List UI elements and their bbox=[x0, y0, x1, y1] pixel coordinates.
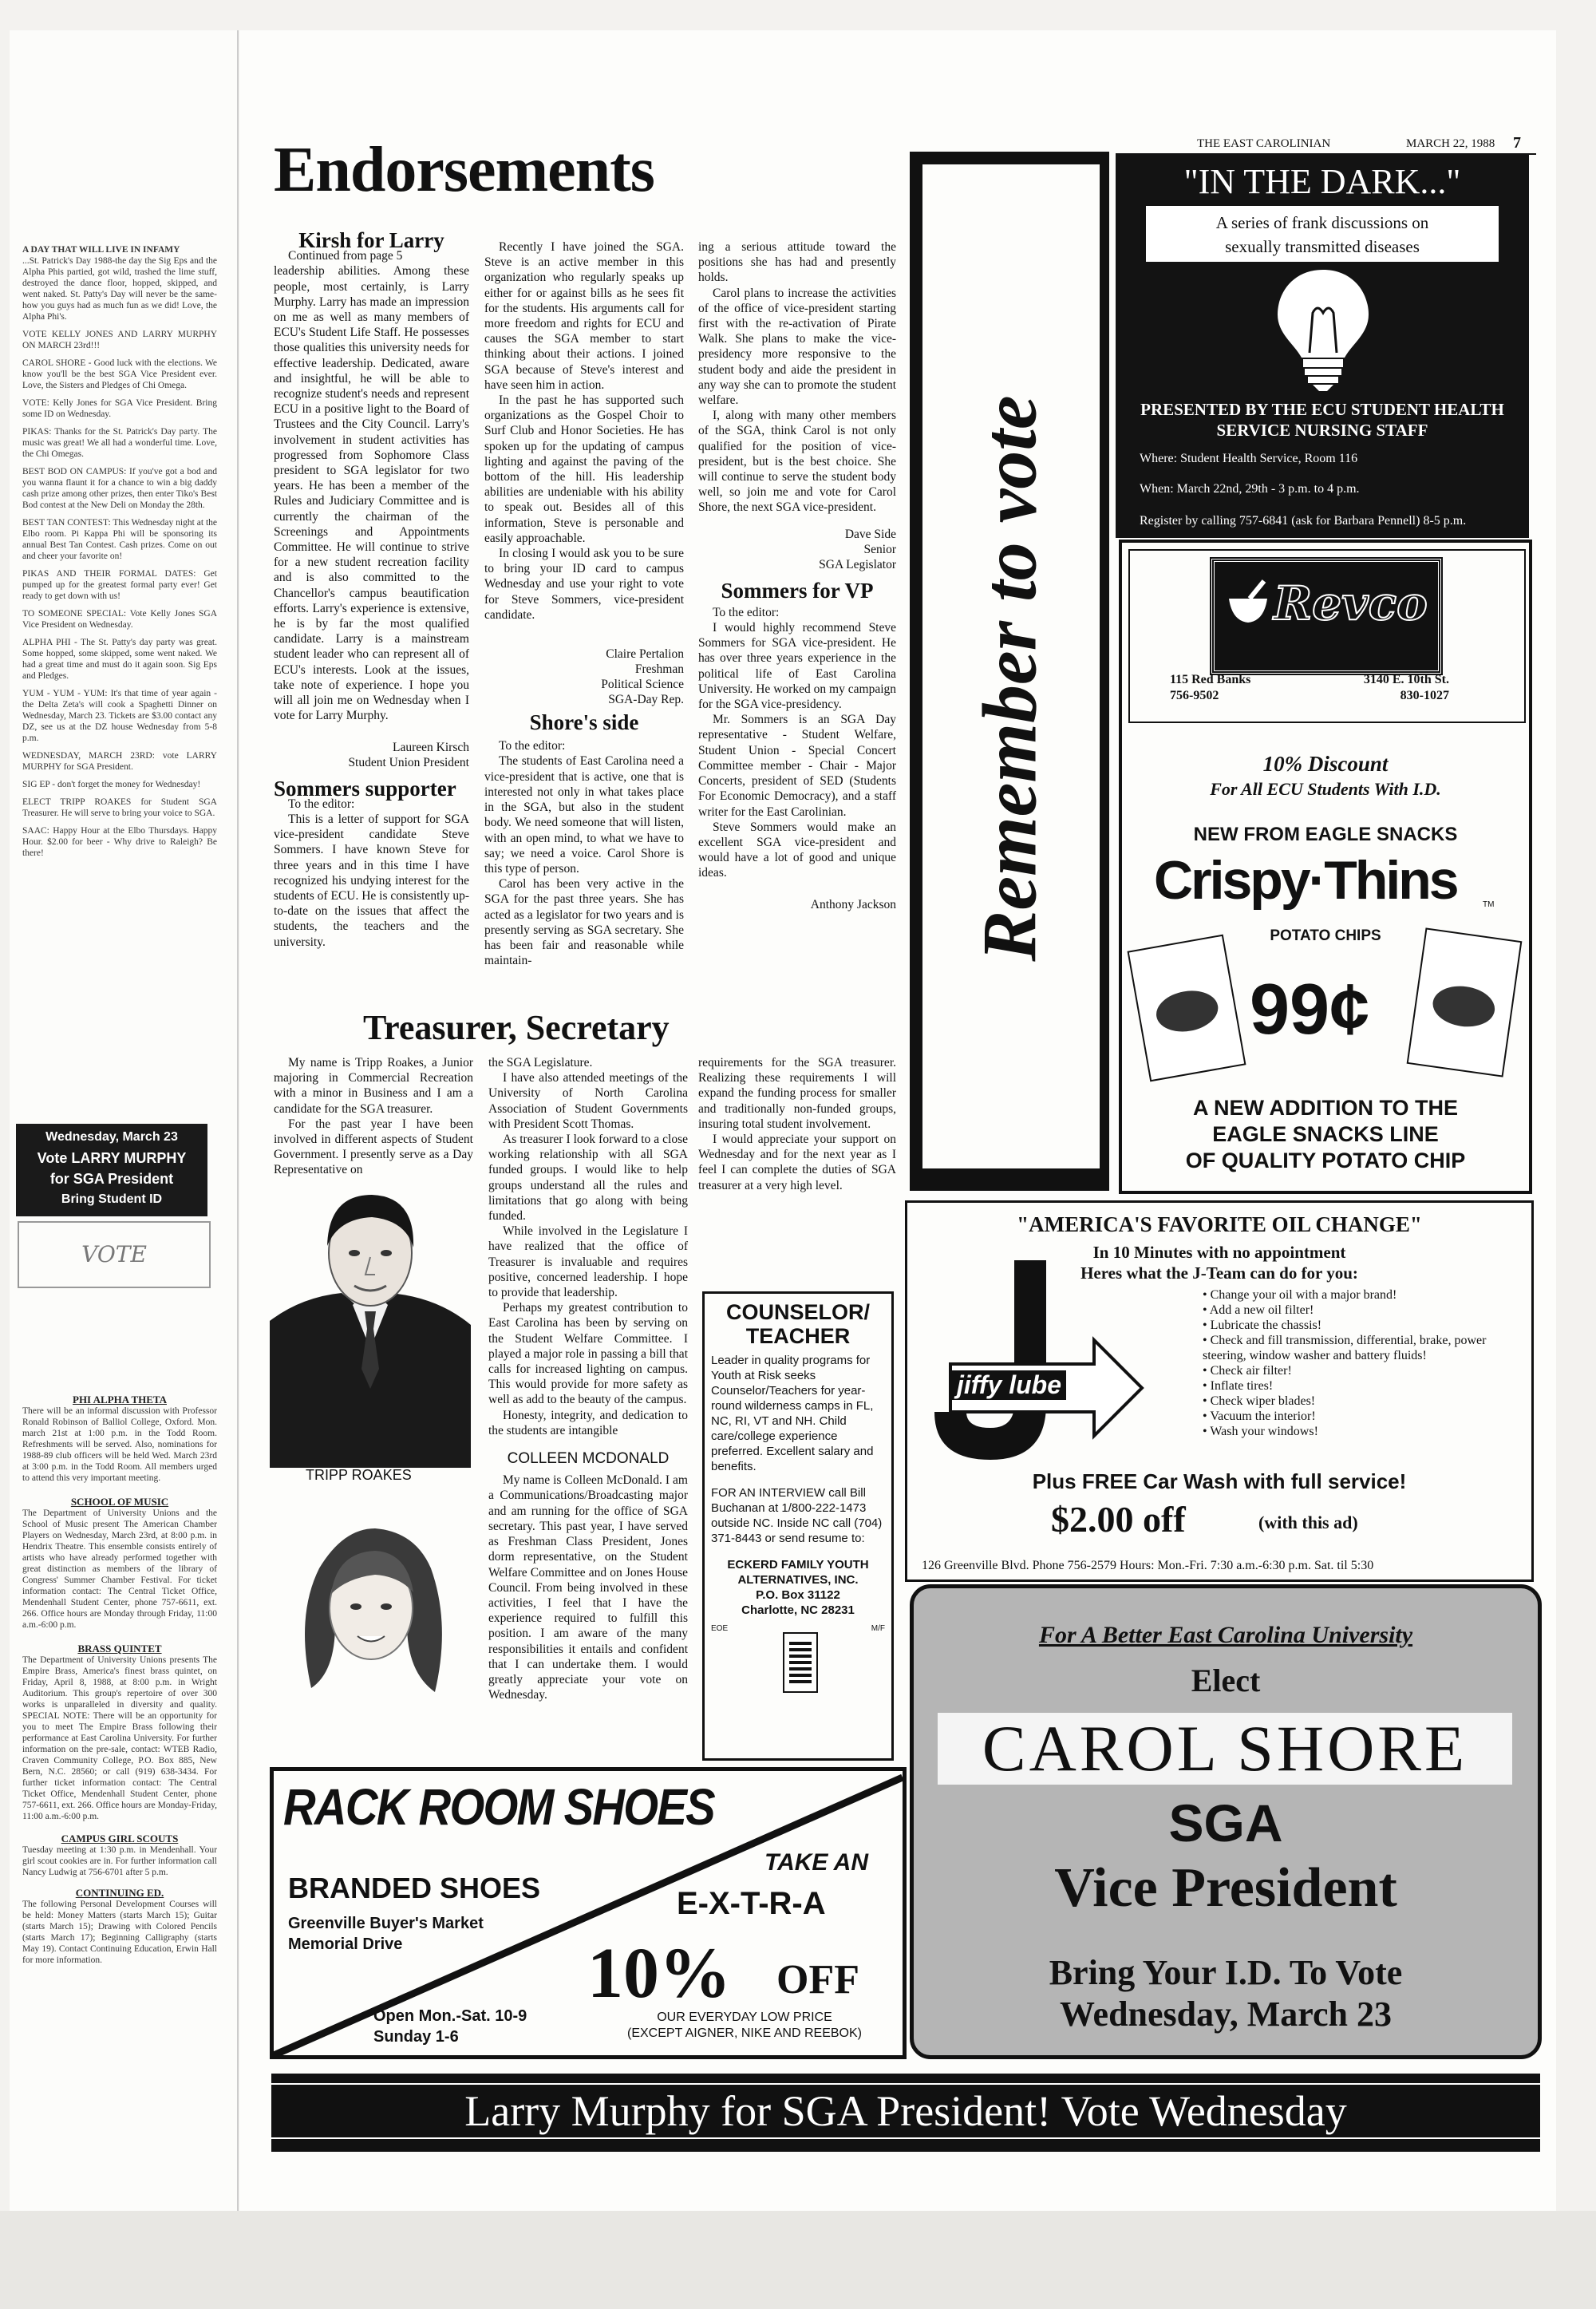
letter-paragraph: Mr. Sommers is an SGA Day representative - Student Welfare, Student Union - Special Concert Committee member - Chair - Major Concerts, president of SED (Students For Economic Democracy), and a staff writer for the East Carolinian. bbox=[698, 713, 896, 819]
announcement-heading: CONTINUING ED. bbox=[75, 1887, 164, 1899]
off-label: OFF bbox=[776, 1957, 859, 2003]
letter-continued: Continued from page 5 bbox=[288, 249, 403, 263]
bring-line: Bring Your I.D. To Vote bbox=[1049, 1953, 1403, 1992]
statement-paragraph: My name is Tripp Roakes, a Junior majoring in Commercial Recreation with a minor in Business and I am a candidate for the SGA treasurer. bbox=[274, 1056, 473, 1116]
announcement-text: YUM - YUM - YUM: It's that time of year again - the Delta Zeta's will cook a Spaghetti Dinner on Wednesday, March 23. Tickets are $3.00 contact any DZ, see us at the DZ house Wednesday from 5-8 p.m. bbox=[22, 689, 217, 743]
letter-signature: Anthony Jackson bbox=[810, 897, 896, 911]
jiffy-lube-wordmark: jiffy lube bbox=[952, 1370, 1066, 1400]
paper-name: THE EAST CAROLINIAN bbox=[1197, 137, 1331, 150]
roakes-statement-end bbox=[698, 1055, 896, 1193]
colleen-mcdonald-photo bbox=[287, 1520, 455, 1704]
counselor-teacher-ad bbox=[702, 1291, 894, 1761]
ad-body: Leader in quality programs for Youth at Risk seeks Counselor/Teachers for year-round wilderness camps in FL, NC, RI, VT and NH. Child care/college experience preferred. Excellent salary and benefits. bbox=[711, 1354, 874, 1473]
service-item: • Lubricate the chassis! bbox=[1203, 1318, 1522, 1333]
left-announcements-bottom bbox=[22, 1394, 217, 1966]
revco-discount-sub: For All ECU Students With I.D. bbox=[1210, 779, 1441, 799]
letter-signature: Dave Side bbox=[844, 527, 896, 541]
box-line: Vote LARRY MURPHY bbox=[37, 1150, 187, 1166]
statement-paragraph: As treasurer I look forward to a close working relationship with all SGA funded groups. I would like to help groups understand all the rules and limitations that go along with being funded. bbox=[488, 1133, 688, 1224]
chip-bag-right-icon bbox=[1407, 927, 1523, 1077]
letter-paragraph: ing a serious attitude toward the positions she has had and presently holds. bbox=[698, 240, 896, 285]
sga-label: SGA bbox=[1168, 1793, 1283, 1852]
candidate-name: CAROL SHORE bbox=[938, 1713, 1512, 1785]
announcement-text: ELECT TRIPP ROAKES for Student SGA Treasurer. He will serve to bring your voice to SGA. bbox=[22, 797, 217, 818]
rack-room-shoes-ad bbox=[270, 1767, 907, 2059]
address-line: 3140 E. 10th St. bbox=[1363, 673, 1449, 686]
ad-subtitle: sexually transmitted diseases bbox=[1225, 237, 1420, 256]
letter-headline: Sommers for VP bbox=[721, 578, 874, 603]
letter-signature-title: Freshman bbox=[634, 662, 684, 677]
revco-ad bbox=[1119, 540, 1532, 1194]
statement-paragraph: Perhaps my greatest contribution to East Carolina has been by serving on the Student Welfare Committee. I played a major role in passing a bill that calls for increased lighting on campus. This would provide for more safety as well as add to the beauty of the campus. bbox=[488, 1301, 688, 1407]
announcement-text: ALPHA PHI - The St. Patty's day party was great. Some hopped, some skipped, some went naked. We had a great time and must do it again soon. Sig Eps and Pledges. bbox=[22, 638, 217, 681]
ad-subtitle: In 10 Minutes with no appointment bbox=[1092, 1243, 1346, 1262]
eagle-snacks-line: NEW FROM EAGLE SNACKS bbox=[1193, 824, 1458, 845]
product-sub: POTATO CHIPS bbox=[1270, 927, 1381, 944]
announcement-heading: CAMPUS GIRL SCOUTS bbox=[61, 1833, 179, 1844]
ad-where: Where: Student Health Service, Room 116 bbox=[1140, 452, 1358, 465]
tripp-roakes-photo bbox=[270, 1177, 471, 1468]
tagline-line: EAGLE SNACKS LINE bbox=[1212, 1122, 1439, 1146]
ad-title: "IN THE DARK..." bbox=[1183, 162, 1461, 201]
jiffy-lube-logo bbox=[918, 1252, 1150, 1484]
statement-paragraph: While involved in the Legislature I have realized that the office of Treasurer is invaluable and requires positive, concerned leadership. I hope to provide that leadership. bbox=[488, 1224, 688, 1300]
remember-to-vote-ad bbox=[910, 152, 1109, 1191]
letter-paragraph: I, along with many other members of the SGA, think Carol is not only qualified for the position of vice-president, but is the best choice. She will continue to serve the student body well, so join me and vote for Carol Shore, the next SGA vice-president. bbox=[698, 409, 896, 515]
announcement-text: SIG EP - don't forget the money for Wednesday! bbox=[22, 780, 201, 789]
letter-body: leadership abilities. Among these people, most certainly, is Larry Murphy. Larry has made an impression on me as well as many members of ECU's Student Life Staff. He possesses those qualities this university needs for effective leadership. Dedicated, aware and insightful, he will be able to recognize student's needs and represent ECU in a positive light to the Board of Trustees and the City Council. Larry's involvement in student activities has progressed from Sophomore Class president to SGA legislator for two years. He has been a member of the Rules and Judiciary Committee and is currently the chairman of the Screenings and Appointments Committee. He will continue to strive for a new student recreation facility and is also committed to the Chancellor's campus beautification efforts. Larry's experience is extensive, he is by far the most qualified candidate. Larry is a mainstream student leader who can represent all of ECU's interests. Look at the issues, take note of experience. I hope you will all join me on Wednesday when I vote for Larry Murphy. bbox=[274, 264, 469, 723]
service-list bbox=[1203, 1287, 1522, 1439]
announcement-text: SAAC: Happy Hour at the Elbo Thursdays. Happy Hour. $2.00 for beer - Why drive to Raleigh? Be there! bbox=[22, 826, 217, 858]
announcement-text: WEDNESDAY, MARCH 23RD: vote LARRY MURPHY for SGA President. bbox=[22, 751, 217, 772]
service-item: • Wash your windows! bbox=[1203, 1424, 1522, 1439]
roakes-statement-cont bbox=[488, 1055, 688, 1702]
letter-paragraph: Carol plans to increase the activities of the office of vice-president starting first with the re-activation of Pirate Walk. She plans to make the vice-presidency more responsive to the student body and aide the president in any way she can to promote the student welfare. bbox=[698, 286, 896, 408]
service-item: • Add a new oil filter! bbox=[1203, 1303, 1522, 1318]
elect-label: Elect bbox=[1191, 1663, 1261, 1698]
price-note: OUR EVERYDAY LOW PRICE bbox=[657, 2010, 832, 2024]
letter-paragraph: I would highly recommend Steve Sommers for SGA vice-president. He has over three years experience in the political life of East Carolina University. He worked on my campaign for the SGA vice-presidency. bbox=[698, 621, 896, 712]
murphy-banner bbox=[271, 2074, 1540, 2152]
box-line: Wednesday, March 23 bbox=[45, 1130, 178, 1144]
for-better-ecu: For A Better East Carolina University bbox=[1038, 1622, 1413, 1648]
bring-id bbox=[914, 1952, 1538, 2035]
light-bulb-icon bbox=[1271, 265, 1375, 393]
ad-org: Charlotte, NC 28231 bbox=[741, 1603, 855, 1617]
page-bottom-edge bbox=[0, 2211, 1596, 2309]
announcement-text: The Department of University Unions presents The Empire Brass, America's finest brass quintet, on Friday, April 8, 1988, at 8:00 p.m. in Wright Auditorium. This group's repertoire of over 300 works is unparalleled in diversity and quality. SPECIAL NOTE: There will be an opportunity for you to meet The Empire Brass following their performance at East Carolina University. For further information on the pre-sale, contact: WTEB Radio, Craven Community College, P.O. Box 885, New Bern, N.C. 28560; or call (919) 638-3434. For further ticket information contact: The Central Ticket Office, Mendenhall Student Center, phone 757-6611, ext. 266. Office hours are Monday-Friday, 11:00 a.m.-6:00 p.m. bbox=[22, 1655, 217, 1821]
page-number: 7 bbox=[1513, 134, 1521, 152]
announcement-title: A DAY THAT WILL LIVE IN INFAMY bbox=[22, 245, 180, 255]
murphy-classified-box bbox=[16, 1124, 207, 1216]
carol-shore-ad bbox=[910, 1584, 1542, 2059]
kirsh-letter bbox=[274, 228, 469, 950]
announcement-text: Tuesday meeting at 1:30 p.m. in Mendenhall. Your girl scout cookies are in. For further information call Nancy Ludwig at 756-6701 after 5 p.m. bbox=[22, 1845, 217, 1877]
ad-location: Greenville Buyer's Market bbox=[288, 1915, 484, 1932]
ad-subtitle: Heres what the J-Team can do for you: bbox=[1080, 1263, 1358, 1283]
announcement-text: The following Personal Development Courses will be held: Money Matters (starts March 15); Guitar (starts March 15); Drawing with Colored Pencils (starts March 17); Beginning Calligraphy (starts May 19). Contact Continuing Education, Erwin Hall for more information. bbox=[22, 1900, 217, 1965]
crispy-thins-logo: Crispy·Thins bbox=[1154, 850, 1457, 911]
jiffy-lube-ad bbox=[905, 1200, 1534, 1582]
announcement-text: The Department of University Unions and the School of Music present The American Chamber Players on Wednesday, March 23rd, at 8:00 p.m. in Hendrix Theatre. This ensemble consists entirely of artists who have already performed together with great distinction as members of the library of Congress' Summer Chamber Festival. For ticket information contact: The Central Ticket Office, Mendenhall Student Center, phone 757-6611, ext. 266. Office hours are Monday through Friday, 11:00 a.m.-6:00 p.m. bbox=[22, 1508, 217, 1630]
store-hours: Sunday 1-6 bbox=[373, 2028, 459, 2046]
statement-paragraph: the SGA Legislature. bbox=[488, 1056, 593, 1069]
chip-bag-left-icon bbox=[1128, 935, 1246, 1082]
announcement-text: BEST BOD ON CAMPUS: If you've got a bod and you wanna flaunt it for a chance to win a big daddy cash prize among other prizes, then enter Tiko's Best Bod contest at the New Deli on Monday the 28th. bbox=[22, 467, 217, 510]
statement-paragraph: Honesty, integrity, and dedication to the students are intangible bbox=[488, 1408, 688, 1437]
in-the-dark-ad bbox=[1116, 153, 1529, 538]
service-item: • Check and fill transmission, differential, brake, power steering, window washer and battery fluids! bbox=[1203, 1333, 1522, 1363]
ad-subtitle-box bbox=[1146, 206, 1499, 262]
letter-headline: Sommers supporter bbox=[274, 776, 456, 801]
tagline-line: OF QUALITY POTATO CHIP bbox=[1185, 1149, 1466, 1172]
jiffy-price-note: (with this ad) bbox=[1258, 1512, 1358, 1532]
letter-paragraph: Steve Sommers would make an excellent SGA vice-president and would have a lot of good and unique ideas. bbox=[698, 820, 896, 880]
ad-when: When: March 22nd, 29th - 3 p.m. to 4 p.m. bbox=[1140, 482, 1360, 496]
announcement-text: CAROL SHORE - Good luck with the elections. We know you'll be the best SGA Vice President ever. Love, the Sisters and Pledges of Chi Omega. bbox=[22, 358, 217, 390]
remember-to-vote-text: Remember to vote bbox=[966, 395, 1053, 962]
presenter-line: SERVICE NURSING STAFF bbox=[1216, 421, 1428, 440]
announcement-text: PIKAS AND THEIR FORMAL DATES: Get pumped up for the greatest formal party ever! Get ready to get down with us! bbox=[22, 569, 217, 601]
mortar-pestle-icon bbox=[1226, 579, 1270, 627]
presenter-line: PRESENTED BY THE ECU STUDENT HEALTH bbox=[1140, 400, 1504, 419]
chip-price: 99¢ bbox=[1250, 970, 1370, 1050]
statement-paragraph: requirements for the SGA treasurer. Realizing these requirements I will expand the funding process for smaller and traditionally non-funded groups, insuring total student involvement. bbox=[698, 1056, 896, 1131]
side-letter bbox=[698, 239, 896, 912]
letter-paragraph: Carol has been very active in the SGA for the past three years. She has acted as a legislator for two years and is presently serving as SGA secretary. She has been fair and reasonable while maintain- bbox=[484, 877, 684, 968]
statement-paragraph: I have also attended meetings of the University of North Carolina Association of Student Governments with President Scott Thomas. bbox=[488, 1071, 688, 1131]
letter-body: This is a letter of support for SGA vice-president candidate Steve Sommers. I have known Steve for three years and in this time I have recognized his undying interest for the students of ECU. He is consistently up-to-date on the issues that affect the students, the teachers and the university. bbox=[274, 812, 469, 949]
letter-salutation: To the editor: bbox=[499, 739, 566, 753]
jiffy-footer: 126 Greenville Blvd. Phone 756-2579 Hours: Mon.-Fri. 7:30 a.m.-6:30 p.m. Sat. til 5:30 bbox=[922, 1559, 1374, 1572]
ad-presenter bbox=[1116, 399, 1529, 441]
photo-caption: TRIPP ROAKES bbox=[306, 1467, 412, 1483]
service-item: • Check air filter! bbox=[1203, 1363, 1522, 1378]
service-item: • Inflate tires! bbox=[1203, 1378, 1522, 1394]
letter-paragraph: Recently I have joined the SGA. Steve is an active member in this organization who regularly speaks up either for or against bills as he sees fit for the students. His arguments call for more freedom and rights for ECU and causes the SGA member to start thinking about their actions. I joined SGA because of Steve's interest and have seen him in action. bbox=[484, 240, 684, 392]
ad-org: P.O. Box 31122 bbox=[756, 1588, 840, 1602]
ad-register: Register by calling 757-6841 (ask for Barbara Pennell) 8-5 p.m. bbox=[1140, 514, 1467, 528]
address-line: 830-1027 bbox=[1400, 689, 1449, 702]
letter-headline: Shore's side bbox=[529, 710, 639, 735]
left-announcements-top bbox=[22, 244, 217, 859]
issue-date: MARCH 22, 1988 bbox=[1406, 137, 1495, 150]
service-item: • Check wiper blades! bbox=[1203, 1394, 1522, 1409]
announcement-text: ...St. Patrick's Day 1988-the day the Sig Eps and the Alpha Phis partied, got wild, trashed the lime stuff, destroyed the dance floor, hopped, skipped, and went naked. St. Patty's Day will never be the same-how you guys had as much fun as we did! Love, the Alpha Phi's. bbox=[22, 256, 217, 322]
letter-paragraph: In the past he has supported such organizations as the Gospel Choir to Surf Club and Honor Societies. He has spoken up for the updating of campus lighting and against the paving of the bottom of the hill. His leadership abilities are undeniable with his ability to speak out. Besides all of this information, Steve is personable and easily approachable. bbox=[484, 393, 684, 545]
take-an: TAKE AN bbox=[764, 1849, 868, 1876]
announcement-text: There will be an informal discussion with Professor Ronald Robinson of Balliol College, Oxford. Mon. march 21st at 1:00 p.m. in the Todd Room. Refreshments will be served. Also, nominations for 1988-89 club officers will be held Wed. March 23rd at 3:00 p.m. in the Todd Room. All members urged to attend this very important meeting. bbox=[22, 1406, 217, 1483]
ad-title: "AMERICA'S FAVORITE OIL CHANGE" bbox=[1017, 1212, 1422, 1236]
revco-address-2 bbox=[1353, 672, 1449, 704]
address-line: 756-9502 bbox=[1170, 689, 1219, 702]
ad-contact: FOR AN INTERVIEW call Bill Buchanan at 1/800-222-1473 outside NC. Inside NC call (704) 371-8443 or send resume to: bbox=[711, 1486, 883, 1545]
address-line: 115 Red Banks bbox=[1170, 673, 1251, 686]
tagline-line: A NEW ADDITION TO THE bbox=[1193, 1096, 1458, 1120]
ad-org: ALTERNATIVES, INC. bbox=[737, 1573, 859, 1587]
price-note: (EXCEPT AIGNER, NIKE AND REEBOK) bbox=[627, 2026, 862, 2040]
eckerd-logo-icon bbox=[783, 1632, 818, 1693]
extra: E-X-T-R-A bbox=[677, 1886, 826, 1921]
letter-signature-title: SGA Legislator bbox=[819, 557, 896, 571]
candidate-headline: COLLEEN MCDONALD bbox=[507, 1450, 670, 1468]
letter-salutation: To the editor: bbox=[713, 605, 780, 619]
mf-label: M/F bbox=[871, 1624, 885, 1633]
box-line: for SGA President bbox=[49, 1171, 174, 1187]
announcement-heading: BRASS QUINTET bbox=[77, 1643, 162, 1655]
ad-title: RACK ROOM SHOES bbox=[283, 1778, 714, 1836]
letter-paragraph: The students of East Carolina need a vice-president that is active, one that is interested not only in what takes place in the SGA, but also in the student body. We need someone that will listen, with an open mind, to what we have to say; we need a voice. Carol Shore is this type of person. bbox=[484, 754, 684, 876]
branded-shoes: BRANDED SHOES bbox=[288, 1872, 541, 1904]
statement-paragraph: My name is Colleen McDonald. I am a Communications/Broadcasting major and am running for the office of SGA secretary. This past year, I have served as Freshman Class President, Jones dorm representative, on the Student Welfare Committee and on Jones House Council. From being involved in these activities, I feel that I have the experience required to fulfill this position. I am aware of the many responsibilities it entails and confident that I can undertake them. I would greatly appreciate your vote on Wednesday. bbox=[488, 1473, 688, 1702]
ad-subtitle: A series of frank discussions on bbox=[1215, 213, 1429, 232]
revco-discount: 10% Discount bbox=[1262, 752, 1389, 776]
trademark-mark: TM bbox=[1483, 900, 1495, 909]
letter-signature-title: Political Science bbox=[601, 678, 684, 692]
roakes-statement bbox=[274, 1055, 473, 1178]
announcement-heading: SCHOOL OF MUSIC bbox=[70, 1496, 169, 1508]
revco-logo bbox=[1211, 559, 1441, 674]
pertalion-letter bbox=[484, 239, 684, 968]
service-item: • Change your oil with a major brand! bbox=[1203, 1287, 1522, 1303]
eoe-label: EOE bbox=[711, 1624, 729, 1633]
letter-signature-title: SGA-Day Rep. bbox=[608, 693, 684, 707]
letter-signature: Claire Pertalion bbox=[606, 647, 684, 662]
revco-tagline bbox=[1122, 1095, 1529, 1174]
revco-wordmark: Revco bbox=[1274, 576, 1428, 631]
revco-address-1 bbox=[1170, 672, 1250, 704]
percent-off: 10% bbox=[587, 1934, 731, 2013]
store-hours: Open Mon.-Sat. 10-9 bbox=[373, 2007, 527, 2025]
announcement-text: BEST TAN CONTEST: This Wednesday night at the Elbo room. Pi Kappa Phi will be sponsoring its annual Best Tan Contest. Cash prizes. Come on out and cheer your favorite on! bbox=[22, 518, 217, 561]
statement-paragraph: I would appreciate your support on Wednesday and for the next year as I feel I can complete the duties of SGA treasurer at a very high level. bbox=[698, 1133, 896, 1192]
letter-salutation: To the editor: bbox=[288, 797, 355, 811]
announcement-text: PIKAS: Thanks for the St. Patrick's Day party. The music was great! We all had a wonderful time. Love, the Chi Omegas. bbox=[22, 427, 217, 459]
treasurer-headline: Treasurer, Secretary bbox=[363, 1008, 670, 1047]
letter-paragraph: In closing I would ask you to be sure to bring your ID card to campus Wednesday and use your right to vote for Steve Sommers, vice-president candidate. bbox=[484, 547, 684, 622]
banner-text: Larry Murphy for SGA President! Vote Wednesday bbox=[271, 2083, 1540, 2139]
service-item: • Vacuum the interior! bbox=[1203, 1409, 1522, 1424]
ad-title: COUNSELOR/ bbox=[725, 1300, 870, 1324]
ad-title: TEACHER bbox=[745, 1324, 851, 1348]
jiffy-price: $2.00 off bbox=[1051, 1499, 1186, 1540]
announcement-text: VOTE: Kelly Jones for SGA Vice President. Bring some ID on Wednesday. bbox=[22, 398, 217, 419]
vote-box: VOTE bbox=[18, 1221, 211, 1288]
letter-signature: Laureen Kirsch bbox=[393, 740, 469, 754]
announcement-text: TO SOMEONE SPECIAL: Vote Kelly Jones SGA Vice President on Wednesday. bbox=[22, 609, 217, 630]
statement-paragraph: For the past year I have been involved in different aspects of Student Government. I presently serve as a Day Representative on bbox=[274, 1117, 473, 1177]
announcement-heading: PHI ALPHA THETA bbox=[73, 1394, 167, 1406]
box-line: Bring Student ID bbox=[61, 1192, 163, 1206]
section-title: Endorsements bbox=[274, 135, 654, 205]
office-label: Vice President bbox=[1054, 1857, 1397, 1919]
letter-signature-title: Senior bbox=[863, 542, 896, 556]
ad-location: Memorial Drive bbox=[288, 1935, 403, 1953]
bring-line: Wednesday, March 23 bbox=[1059, 1995, 1392, 2034]
ad-org: ECKERD FAMILY YOUTH bbox=[727, 1558, 869, 1572]
announcement-text: VOTE KELLY JONES AND LARRY MURPHY ON MARCH 23rd!!! bbox=[22, 330, 217, 350]
letter-signature-title: Student Union President bbox=[348, 755, 469, 769]
free-car-wash: Plus FREE Car Wash with full service! bbox=[1032, 1469, 1407, 1493]
letter-headline: Kirsh for Larry bbox=[298, 228, 444, 252]
